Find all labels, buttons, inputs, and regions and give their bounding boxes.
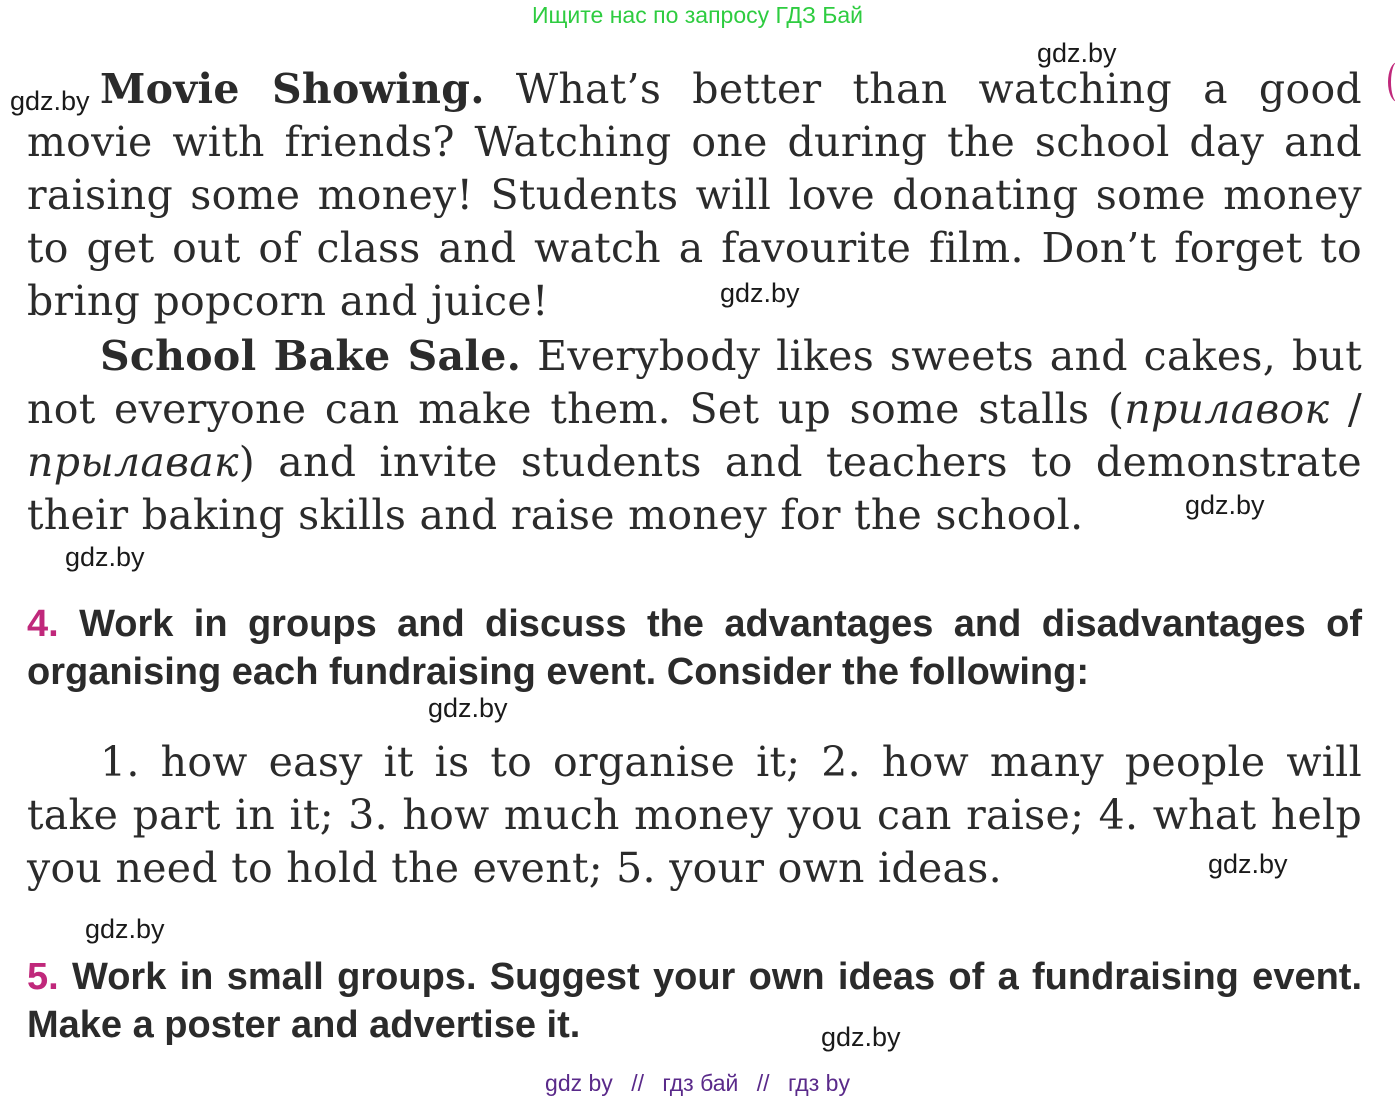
movie-title: Movie Showing. bbox=[100, 65, 485, 113]
page-edge-mark bbox=[1388, 62, 1395, 102]
gloss-belarusian: прылавак bbox=[27, 438, 239, 486]
task-4-text: Work in groups and discuss the advantages and disadvantages of organising each fundraising event. Consider the following: bbox=[27, 603, 1362, 693]
movie-paragraph bbox=[27, 63, 1362, 328]
movie-text: What’s better than watching a good movie with friends? Watching one during the school day and raising some money! Students will love donating some money to get out of class and watch a favourite film. Don’t forget to bring popcorn and juice! bbox=[27, 65, 1362, 325]
task-5-heading bbox=[27, 953, 1362, 1049]
bake-sale-title: School Bake Sale. bbox=[100, 332, 522, 380]
watermark: gdz.by bbox=[85, 914, 165, 944]
watermark: gdz.by bbox=[1037, 38, 1117, 68]
footer-link[interactable]: гдз бай bbox=[662, 1070, 739, 1096]
bake-sale-text-2: ) and invite students and teachers to demonstrate their baking skills and raise money for the school. bbox=[27, 438, 1362, 539]
footer-links bbox=[0, 1070, 1395, 1097]
top-banner: Ищите нас по запросу ГДЗ Бай bbox=[531, 2, 864, 28]
task-4-list: 1. how easy it is to organise it; 2. how many people will take part in it; 3. how much money you can raise; 4. what help you need to hold the event; 5. your own ideas. bbox=[27, 738, 1362, 892]
bake-sale-text-1: Everybody likes sweets and cakes, but not everyone can make them. Set up some stalls ( bbox=[27, 332, 1362, 433]
watermark: gdz.by bbox=[1208, 849, 1288, 879]
watermark: gdz.by bbox=[1185, 490, 1265, 520]
watermark: gdz.by bbox=[428, 693, 508, 723]
footer-separator: // bbox=[756, 1070, 770, 1096]
watermark: gdz.by bbox=[65, 542, 145, 572]
gloss-separator: / bbox=[1329, 385, 1362, 433]
watermark: gdz.by bbox=[821, 1022, 901, 1052]
task-4-heading bbox=[27, 600, 1362, 696]
watermark: gdz.by bbox=[720, 278, 800, 308]
footer-link[interactable]: гдз by bbox=[787, 1070, 850, 1096]
gloss-russian: прилавок bbox=[1124, 385, 1330, 433]
task-number: 4. bbox=[27, 603, 59, 645]
bake-sale-paragraph bbox=[27, 330, 1362, 542]
watermark: gdz.by bbox=[10, 86, 90, 116]
task-number: 5. bbox=[27, 956, 59, 998]
task-5-text: Work in small groups. Suggest your own ideas of a fundraising event. Make a poster and advertise it. bbox=[27, 956, 1363, 1046]
footer-separator: // bbox=[631, 1070, 644, 1096]
footer-link[interactable]: gdz by bbox=[545, 1070, 613, 1096]
